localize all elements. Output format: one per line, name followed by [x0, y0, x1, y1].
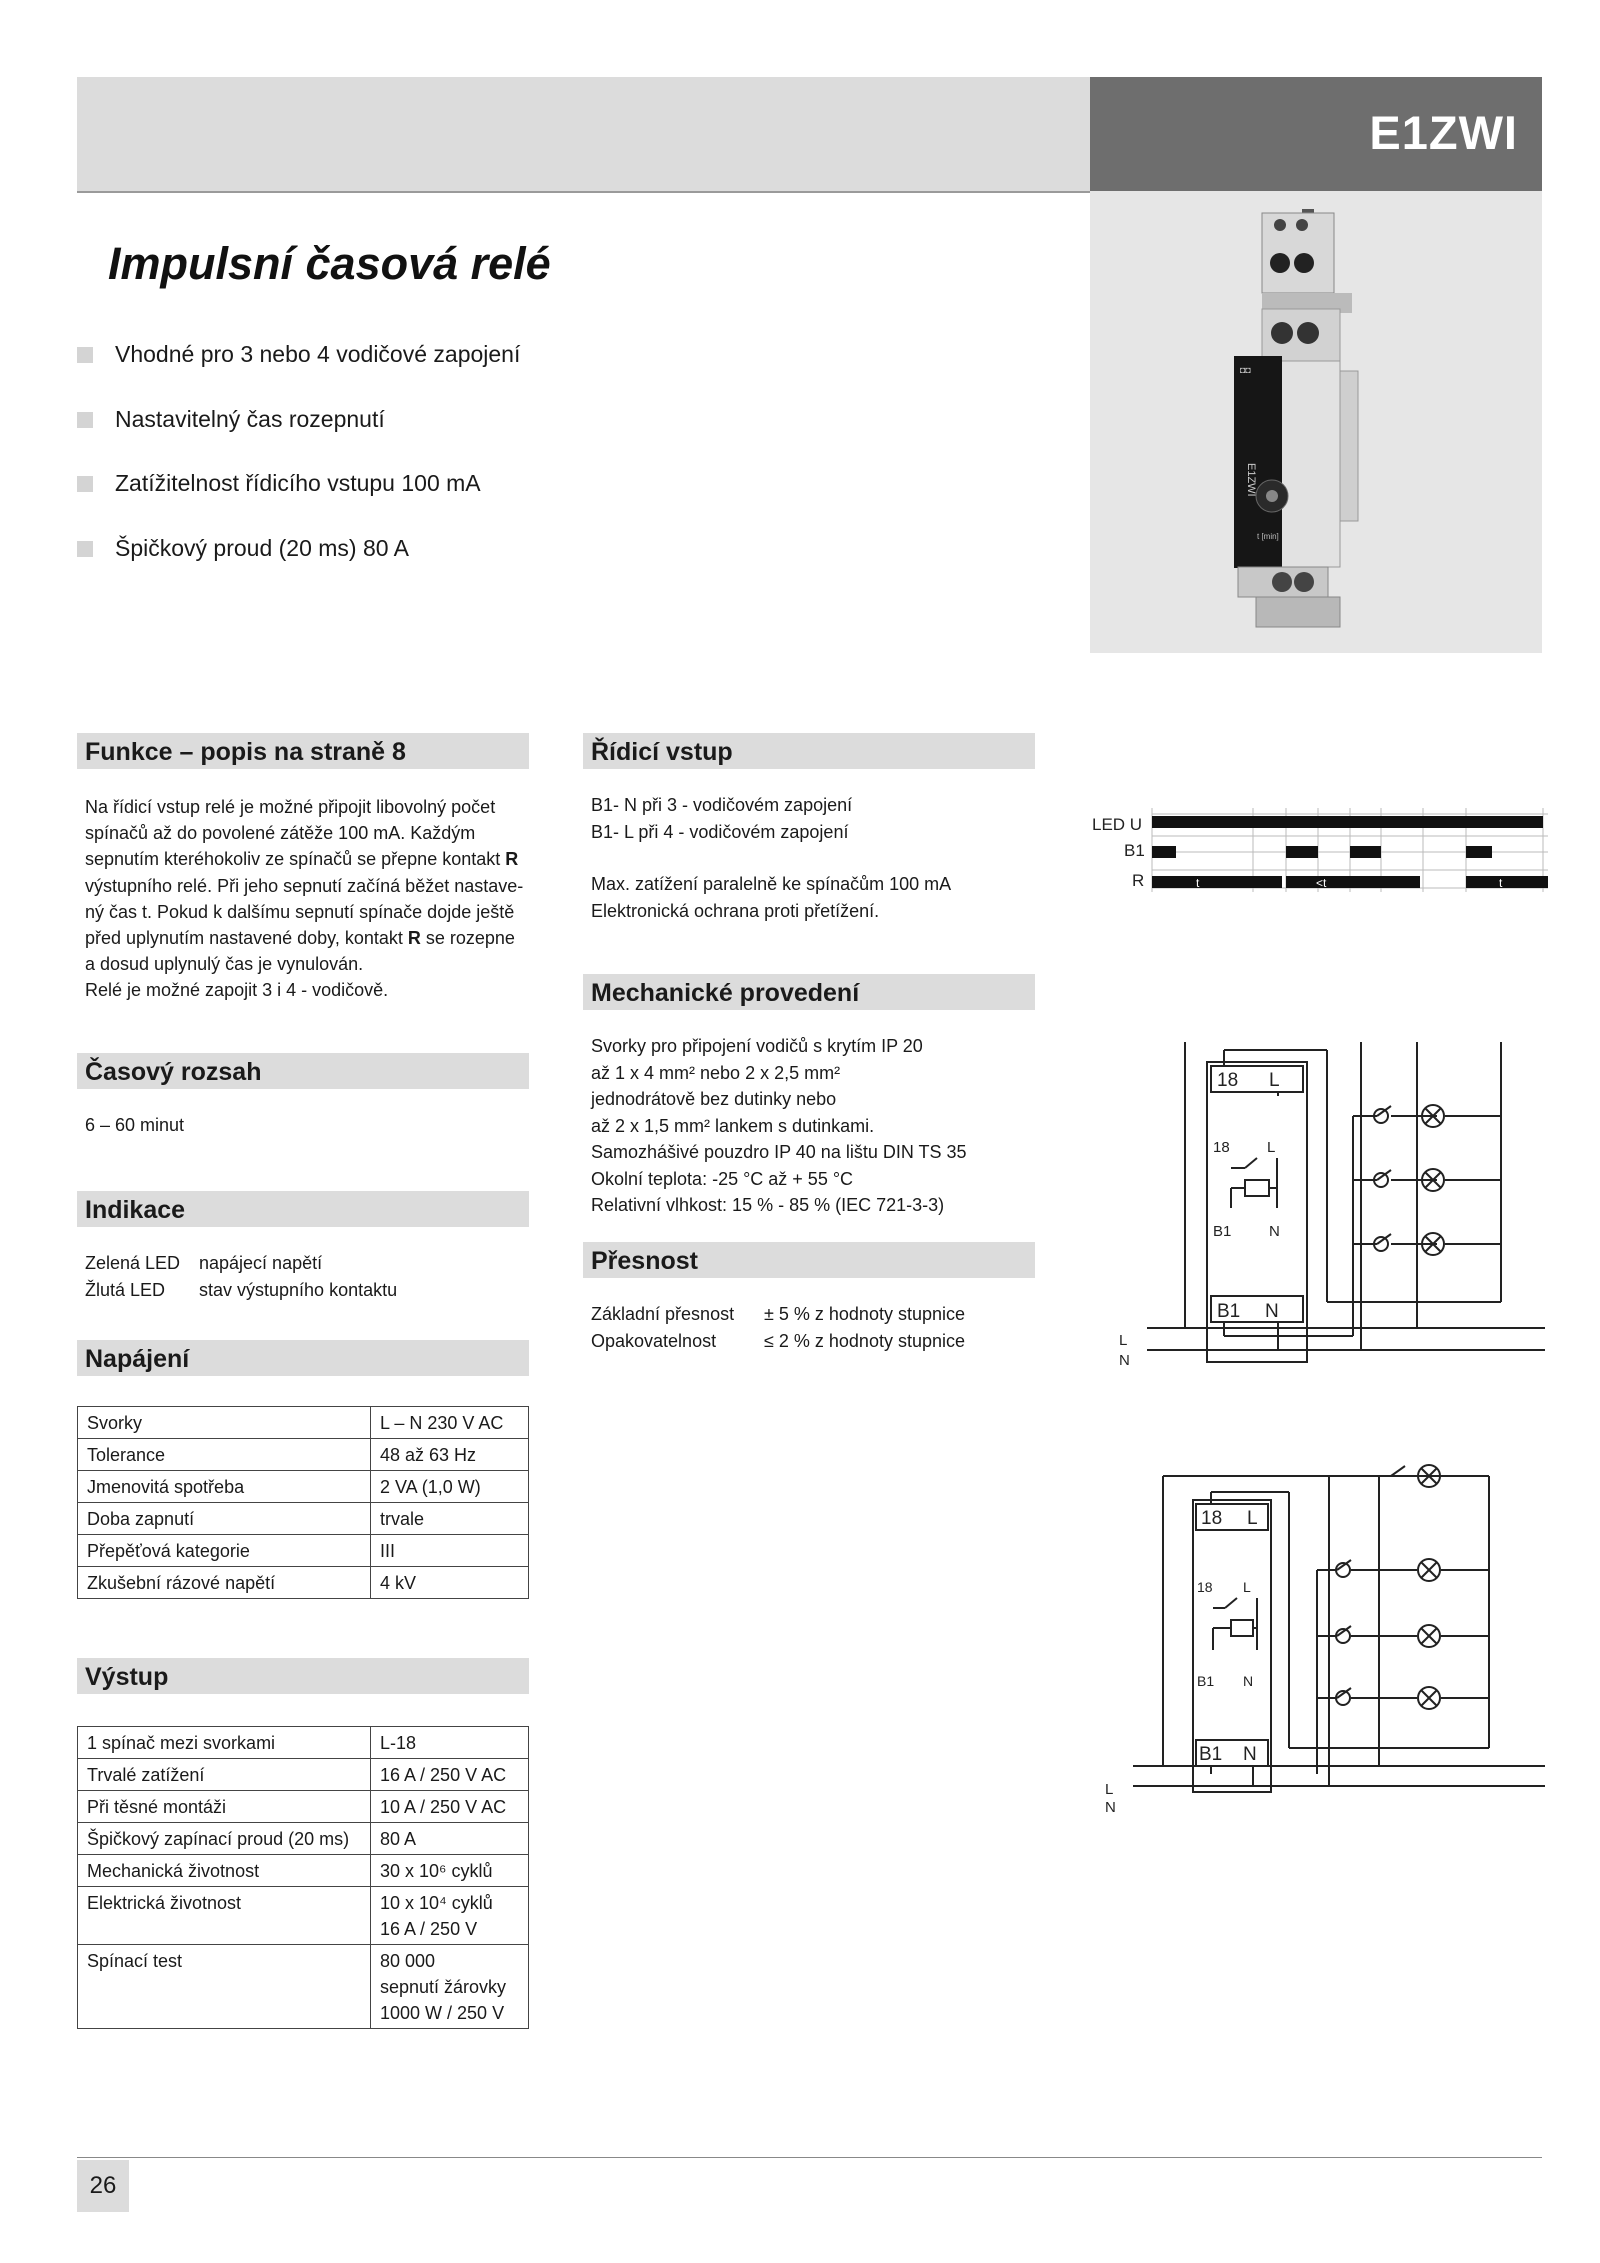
svg-text:N: N	[1119, 1352, 1130, 1369]
section-heading-mechanicke: Mechanické provedení	[583, 974, 1035, 1010]
svg-text:N: N	[1243, 1673, 1254, 1689]
svg-text:B1: B1	[1217, 1301, 1241, 1322]
table-row: Zkušební rázové napětí 4 kV	[78, 1567, 529, 1599]
table-row: Spínací test 80 000 sepnutí žárovky 1000 W / 250 V	[78, 1945, 529, 2029]
timing-b1-pulse	[1466, 846, 1492, 858]
bullet-square-icon	[77, 476, 93, 492]
feature-item: Vhodné pro 3 nebo 4 vodičové zapojení	[77, 341, 520, 368]
mechanicke-text: Svorky pro připojení vodičů s krytím IP 20 až 1 x 4 mm² nebo 2 x 2,5 mm² jednodrátově bez dutinky nebo až 2 x 1,5 mm² lankem s dutinkami. Samozhášivé pouzdro IP 40 na lištu DIN TS 35 Okolní teplota: -25 °C až + 55 °C Relativní vlhkost: 15 % - 85 % (IEC 721-3-3)	[591, 1036, 967, 1215]
table-row: Trvalé zatížení 16 A / 250 V AC	[78, 1759, 529, 1791]
section-heading-vystup: Výstup	[77, 1658, 529, 1694]
timing-r-pulse	[1466, 876, 1548, 888]
svg-text:B1: B1	[1197, 1673, 1215, 1689]
table-row: 1 spínač mezi svorkami L-18	[78, 1727, 529, 1759]
bullet-square-icon	[77, 541, 93, 557]
svg-text:18: 18	[1213, 1139, 1230, 1156]
timing-b1-pulse	[1286, 846, 1318, 858]
timing-diagram	[1088, 800, 1548, 910]
timing-r-label: t	[1196, 876, 1200, 890]
time-range-value: 6 – 60 minut	[85, 1115, 185, 1135]
table-row: Špičkový zapínací proud (20 ms) 80 A	[78, 1823, 529, 1855]
timing-label-r: R	[1132, 871, 1145, 890]
table-row: Jmenovitá spotřeba 2 VA (1,0 W)	[78, 1471, 529, 1503]
svg-text:N: N	[1105, 1799, 1116, 1816]
vystup-table	[77, 1726, 529, 2029]
page-number: 26	[77, 2160, 129, 2212]
funkce-text: Na řídicí vstup relé je možné připojit libovolný počet spínačů až do povolené zátěže 100 mA. Každým sepnutím kteréhokoliv ze spínačů se přepne kontakt R výstupního relé. Při jeho sepnutí začíná běžet nastave- ný čas t. Pokud k dalšímu sepnutí spínače dojde ještě před uplynutím nastavené doby, kontakt R se rozepne a dosud uplynulý čas je vynulován. Relé je možné zapojit 3 i 4 - vodičově.	[85, 797, 524, 1001]
svg-text:N: N	[1265, 1301, 1279, 1322]
wiring-diagram-4-wire	[1093, 1440, 1545, 1820]
product-photo	[1090, 191, 1542, 653]
svg-text:L: L	[1247, 1508, 1258, 1529]
timing-r-pulse	[1152, 876, 1282, 888]
timing-b1-pulse	[1152, 846, 1176, 858]
photo-dial-label: t [min]	[1257, 532, 1279, 541]
timing-r-pulse	[1286, 876, 1420, 888]
table-row: Přepěťová kategorie III	[78, 1535, 529, 1567]
section-heading-ridici: Řídicí vstup	[583, 733, 1035, 769]
table-row: Elektrická životnost 10 x 10⁴ cyklů 16 A / 250 V	[78, 1887, 529, 1945]
timing-label-b1: B1	[1124, 841, 1145, 860]
svg-text:N: N	[1269, 1223, 1280, 1240]
svg-text:L: L	[1267, 1139, 1276, 1156]
presnost-rows: Základní přesnost ± 5 % z hodnoty stupnice Opakovatelnost ≤ 2 % z hodnoty stupnice	[591, 1304, 965, 1351]
timing-led-signal	[1152, 816, 1543, 828]
svg-text:B1: B1	[1213, 1223, 1232, 1240]
footer-line	[77, 2157, 1542, 2158]
bullet-square-icon	[77, 347, 93, 363]
napajeni-table	[77, 1406, 529, 1599]
svg-text:L: L	[1243, 1579, 1251, 1595]
table-row: Při těsné montáži 10 A / 250 V AC	[78, 1791, 529, 1823]
timing-r-label: t	[1499, 876, 1503, 890]
section-heading-funkce: Funkce – popis na straně 8	[77, 733, 529, 769]
feature-item: Zatížitelnost řídicího vstupu 100 mA	[77, 470, 481, 497]
feature-item: Špičkový proud (20 ms) 80 A	[77, 535, 409, 562]
section-heading-casovy: Časový rozsah	[77, 1053, 529, 1089]
svg-text:N: N	[1243, 1744, 1257, 1765]
svg-text:18: 18	[1201, 1508, 1223, 1529]
svg-text:B1: B1	[1199, 1744, 1223, 1765]
table-row: Mechanická životnost 30 x 10⁶ cyklů	[78, 1855, 529, 1887]
page-title: Impulsní časová relé	[108, 238, 551, 289]
feature-item: Nastavitelný čas rozepnutí	[77, 406, 385, 433]
section-heading-napajeni: Napájení	[77, 1340, 529, 1376]
table-row: Doba zapnutí trvale	[78, 1503, 529, 1535]
section-heading-presnost: Přesnost	[583, 1242, 1035, 1278]
svg-text:18: 18	[1217, 1070, 1239, 1091]
timing-r-label: <t	[1316, 876, 1327, 890]
product-code: E1ZWI	[1369, 106, 1518, 159]
table-row: Tolerance 48 až 63 Hz	[78, 1439, 529, 1471]
relay-image	[1090, 191, 1542, 653]
photo-left-label: E1ZWI	[1245, 463, 1257, 497]
indikace-rows: Zelená LED napájecí napětí Žlutá LED stav výstupního kontaktu	[85, 1253, 398, 1300]
svg-text:L: L	[1105, 1781, 1114, 1798]
svg-text:18: 18	[1197, 1579, 1213, 1595]
timing-label-led: LED U	[1092, 815, 1143, 834]
header-bar	[77, 77, 1090, 193]
product-code-box	[1090, 77, 1542, 191]
timing-b1-pulse	[1350, 846, 1381, 858]
ridici-text: B1- N při 3 - vodičovém zapojení B1- L při 4 - vodičovém zapojení Max. zatížení paralelně ke spínačům 100 mA Elektronická ochrana proti přetížení.	[591, 795, 952, 921]
table-row: Svorky L – N 230 V AC	[78, 1407, 529, 1439]
svg-text:◘◘: ◘◘	[1240, 365, 1251, 375]
svg-text:L: L	[1269, 1070, 1280, 1091]
wiring-diagram-3-wire	[1105, 1040, 1545, 1380]
svg-text:L: L	[1119, 1332, 1128, 1349]
section-heading-indikace: Indikace	[77, 1191, 529, 1227]
bullet-square-icon	[77, 412, 93, 428]
